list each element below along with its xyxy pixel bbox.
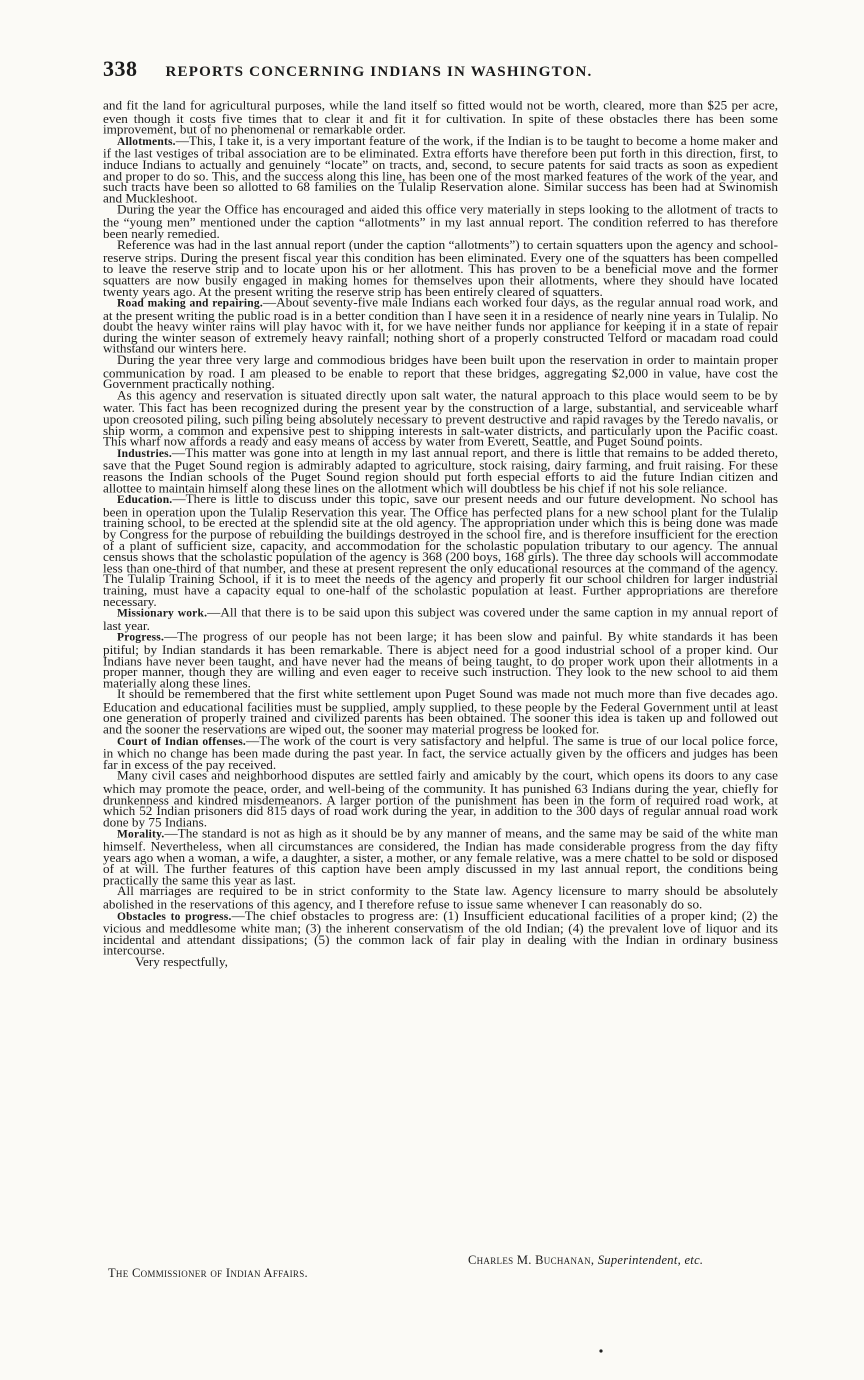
paragraph-text: —All that there is to be said upon this subject was covered under the same caption in my annual report of last year. <box>103 605 778 633</box>
page-number: 338 <box>103 56 138 81</box>
ink-speck <box>598 1348 604 1354</box>
paragraph-text: Reference was had in the last annual report (under the caption “allotments”) to certain squatters upon the agency and school-reserve strips. During the present fiscal year this condition has been eliminated. Every one of the squatters has been compelled to leave the reserve strip and to locate upon his or her allotment. This has proven to be a beneficial move and the former squatters are now busily engaged in making homes for themselves upon their allotments, where they should have located twenty years ago. At the present writing the reserve strip has been entirely cleared of squatters. <box>103 237 778 299</box>
paragraph <box>103 445 778 496</box>
paragraph <box>103 135 778 204</box>
section-heading: Industries. <box>117 448 172 460</box>
paragraph <box>103 907 779 958</box>
addressee-line: The Commissioner of Indian Affairs. <box>108 1266 308 1280</box>
paragraph <box>103 686 778 737</box>
paragraph <box>103 768 778 830</box>
closing-line: Very respectfully, <box>135 954 228 969</box>
paragraph <box>103 352 778 392</box>
signatory-name: Charles M. Buchanan, <box>468 1253 595 1267</box>
paragraph-text: —The standard is not as high as it should be by any manner of means, and the same may be said of the white man himself. Nevertheless, when all circumstances are considered, the Indian has made considerable progress from the day fifty years ago when a woman, a wife, a daughter, a sister, a mother, or any female relative, was a mere chattel to be sold or disposed of at will. The further features of this caption have been amply discussed in my last annual report, the conditions being practically the same this year as last. <box>103 826 778 887</box>
paragraph-text: As this agency and reservation is situated directly upon salt water, the natural approach to this place would seem to be by water. This fact has been recognized during the present year by the construction of a large, substantial, and serviceable wharf upon creosoted piling, such piling being absolutely necessary to prevent destructive and rapid ravages by the Teredo navalis, or ship worm, a common and expensive pest to shipping interests in salt-water districts, and particularly upon the Pacific coast. This wharf now affords a ready and easy means of access by water from Everett, Seattle, and Puget Sound points. <box>103 387 778 449</box>
paragraph <box>103 204 778 239</box>
paragraph <box>103 491 778 609</box>
paragraph-text: and fit the land for agricultural purposes, while the land itself so fitted would not be worth, cleared, more than $25 per acre, even though it costs five times that to clear it and fit it for cultivation. In spite of these obstacles there has been some improvement, but of no phenomenal or remarkable order. <box>103 98 778 137</box>
paragraph <box>103 631 778 689</box>
section-heading: Obstacles to progress. <box>117 910 232 923</box>
signature-block <box>468 1253 798 1268</box>
paragraph <box>103 828 778 886</box>
section-heading: Morality. <box>117 829 165 841</box>
paragraph-text: It should be remembered that the first white settlement upon Puget Sound was made not much more than five decades ago. Education and educational facilities must be supplied, amply supplied, to these people by the Federal Government until at least one generation of properly trained and civilized parents has been obtained. The sooner this idea is taken up and followed out and the sooner the reservations are wiped out, the sooner may material progress be looked for. <box>103 686 778 737</box>
section-heading: Missionary work. <box>117 607 208 620</box>
paragraph-text: Many civil cases and neighborhood disputes are settled fairly and amicably by the court, which opens its doors to any case which may promote the peace, order, and well-being of the community. It has punished 63 Indians during the year, chiefly for drunkenness and kindred misdemeanors. A larger portion of the punishment has been in the form of required road work, at which 52 Indian prisoners did 815 days of road work during the year, in addition to the 300 days of regular annual road work done by 75 Indians. <box>103 768 778 830</box>
paragraph-text: —The work of the court is very satisfactory and helpful. The same is true of our local police force, in which no change has been made during the past year. In fact, the service actually given by the officers and judges has been far in excess of the pay received. <box>103 733 778 772</box>
section-heading: Allotments. <box>117 136 176 148</box>
paragraph <box>103 294 779 356</box>
paragraph <box>103 735 778 770</box>
paragraph-text: —The chief obstacles to progress are: (1) Insufficient educational facilities of a proper kind; (2) the vicious and meddlesome white man; (3) the inherent conservatism of the old Indian; (4) the prevalent love of liquor and its incidental and attendant dissipations; (5) the common lack of fair play in dealing with the Indian in ordinary business intercourse. <box>103 907 779 958</box>
paragraph <box>103 239 778 297</box>
paragraph-text: —There is little to discuss under this topic, save our present needs and our future development. No school has been in operation upon the Tulalip Reservation this year. The Office has perfected plans for a new school plant for the Tulalip training school, to be erected at the splendid site at the old agency. The appropriation under which this is being done was made by Congress for the purpose of rebuilding the buildings destroyed in the school fire, and is therefore insufficient for the erection of a plant of sufficient size, capacity, and accommodation for the scholastic population tributary to our agency. The annual census shows that the scholastic population of the agency is 368 (200 boys, 168 girls). The three day schools will accommodate less than one-third of that number, and these at present represent the only educational resources at the command of the agency. The Tulalip Training School, if it is to meet the needs of the agency and properly fit our school children for larger industrial training, must have a capacity equal to one-half of the scholastic population at least. Further appropriations are therefore necessary. <box>103 491 778 609</box>
section-heading: Road making and repairing. <box>117 297 263 310</box>
section-heading: Progress. <box>117 632 165 644</box>
paragraph <box>103 883 778 912</box>
paragraph-text: —This matter was gone into at length in my last annual report, and there is little that remains to be added thereto, save that the Puget Sound region is admirably adapted to agriculture, stock raising, dairy farming, and fruit raising. For these reasons the Indian schools of the Puget Sound region should put forth especial efforts to aid the future Indian citizen and allottee to maintain himself along these lines on the allotment which will doubtless be his chief if not his sole reliance. <box>103 445 778 496</box>
paragraph <box>103 387 778 449</box>
paragraph-text: All marriages are required to be in strict conformity to the State law. Agency licensure to marry should be absolutely abolished in the reservations of this agency, and I therefore refuse to issue same whenever I can reasonably do so. <box>103 883 778 912</box>
paragraph <box>103 100 778 135</box>
paragraph-text: During the year three very large and commodious bridges have been built upon the reservation in order to maintain proper communication by road. I am pleased to be enable to report that these bridges, aggregating $2,000 in value, have cost the Government practically nothing. <box>103 352 778 392</box>
report-body <box>103 100 778 967</box>
paragraph <box>103 607 778 631</box>
section-heading: Education. <box>117 494 173 507</box>
paragraph-text: During the year the Office has encouraged and aided this office very materially in steps looking to the allotment of tracts to the “young men” mentioned under the caption “allotments” in my last annual report. The condition referred to has therefore been nearly remedied. <box>103 202 778 241</box>
paragraph-text: —This, I take it, is a very important feature of the work, if the Indian is to be taught to become a home maker and if the last vestiges of tribal association are to be eliminated. Extra efforts have therefore been put forth in this direction, first, to induce Indians to actually and genuinely “locate” on tracts, and, second, to secure patents for said tracts as soon as expedient and proper to do so. This, and the success along this line, has been one of the most marked features of the work of the year, and such tracts have been so allotted to 68 families on the Tulalip Reservation alone. Similar success has been had at Swinomish and Muckleshoot. <box>103 133 778 206</box>
running-head: REPORTS CONCERNING INDIANS IN WASHINGTON. <box>165 64 593 80</box>
paragraph-text: —The progress of our people has not been large; it has been slow and painful. By white standards it has been pitiful; by Indian standards it has been remarkable. There is abject need for a good industrial school of a proper kind. Our Indians have never been taught, and have never had the means of being taught, to do proper work upon their allotments in a proper manner, though they are willing and even eager to receive such instruction. They look to the new school to aid them materially along these lines. <box>103 629 778 691</box>
signatory-title: Superintendent, etc. <box>597 1253 704 1267</box>
paragraph-text: —About seventy-five male Indians each worked four days, as the regular annual road work, and at the present writing the public road is in a better condition than I have seen it in a residence of nearly nine years in Tulalip. No doubt the heavy winter rains will play havoc with it, for we have neither funds nor appliance for keeping it in a state of repair during the winter season of extremely heavy rainfall; nothing short of a properly constructed Telford or macadam road could withstand our winters here. <box>103 294 779 356</box>
section-heading: Court of Indian offenses. <box>117 736 246 748</box>
page-header <box>103 56 803 86</box>
